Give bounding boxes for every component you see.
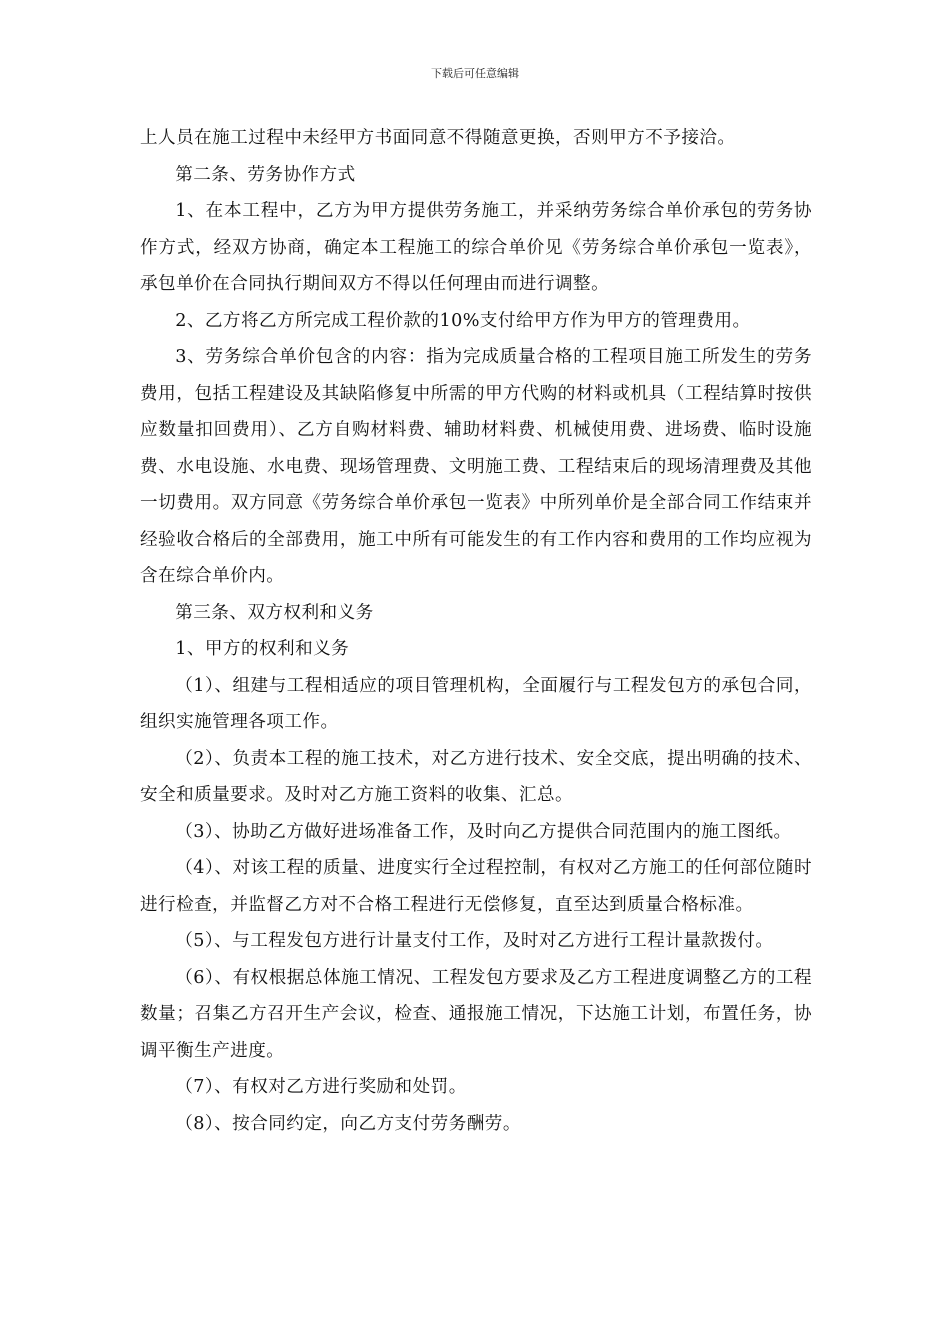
party-a-item-6: （6）、有权根据总体施工情况、工程发包方要求及乙方工程进度调整乙方的工程数量；召集乙方召开生产会议，检查、通报施工情况，下达施工计划，布置任务，协调平衡生产进度。 <box>140 967 812 1061</box>
paragraph-continuation: 上人员在施工过程中未经甲方书面同意不得随意更换，否则甲方不予接洽。 <box>140 128 736 148</box>
party-a-item-4: （4）、对该工程的质量、进度实行全过程控制，有权对乙方施工的任何部位随时进行检查，并监督乙方对不合格工程进行无偿修复，直至达到质量合格标准。 <box>140 858 812 915</box>
party-a-item-2: （2）、负责本工程的施工技术，对乙方进行技术、安全交底，提出明确的技术、安全和质量要求。及时对乙方施工资料的收集、汇总。 <box>140 748 812 805</box>
party-a-item-7: （7）、有权对乙方进行奖励和处罚。 <box>175 1077 467 1097</box>
document-body <box>140 120 812 1142</box>
article-3-section-1-heading: 1、甲方的权利和义务 <box>175 639 350 659</box>
party-a-item-5: （5）、与工程发包方进行计量支付工作，及时对乙方进行工程计量款拨付。 <box>175 931 774 951</box>
article-2-clause-3: 3、劳务综合单价包含的内容：指为完成质量合格的工程项目施工所发生的劳务费用，包括工程建设及其缺陷修复中所需的甲方代购的材料或机具（工程结算时按供应数量扣回费用）、乙方自购材料费、辅助材料费、机械使用费、进场费、临时设施费、水电设施、水电费、现场管理费、文明施工费、工程结束后的现场清理费及其他一切费用。双方同意《劳务综合单价承包一览表》中所列单价是全部合同工作结束并经验收合格后的全部费用，施工中所有可能发生的有工作内容和费用的工作均应视为含在综合单价内。 <box>140 347 812 586</box>
party-a-item-3: （3）、协助乙方做好进场准备工作，及时向乙方提供合同范围内的施工图纸。 <box>175 821 792 842</box>
article-2-clause-1: 1、在本工程中，乙方为甲方提供劳务施工，并采纳劳务综合单价承包的劳务协作方式，经双方协商，确定本工程施工的综合单价见《劳务综合单价承包一览表》，承包单价在合同执行期间双方不得以任何理由而进行调整。 <box>140 201 812 294</box>
party-a-item-8: （8）、按合同约定，向乙方支付劳务酬劳。 <box>175 1113 521 1134</box>
header-note: 下载后可任意编辑 <box>431 67 519 80</box>
article-2-clause-2: 2、乙方将乙方所完成工程价款的10%支付给甲方作为甲方的管理费用。 <box>175 310 751 331</box>
article-2-heading: 第二条、劳务协作方式 <box>175 164 356 185</box>
party-a-item-1: （1）、组建与工程相适应的项目管理机构，全面履行与工程发包方的承包合同，组织实施管理各项工作。 <box>140 675 812 732</box>
article-3-heading: 第三条、双方权利和义务 <box>175 602 374 623</box>
